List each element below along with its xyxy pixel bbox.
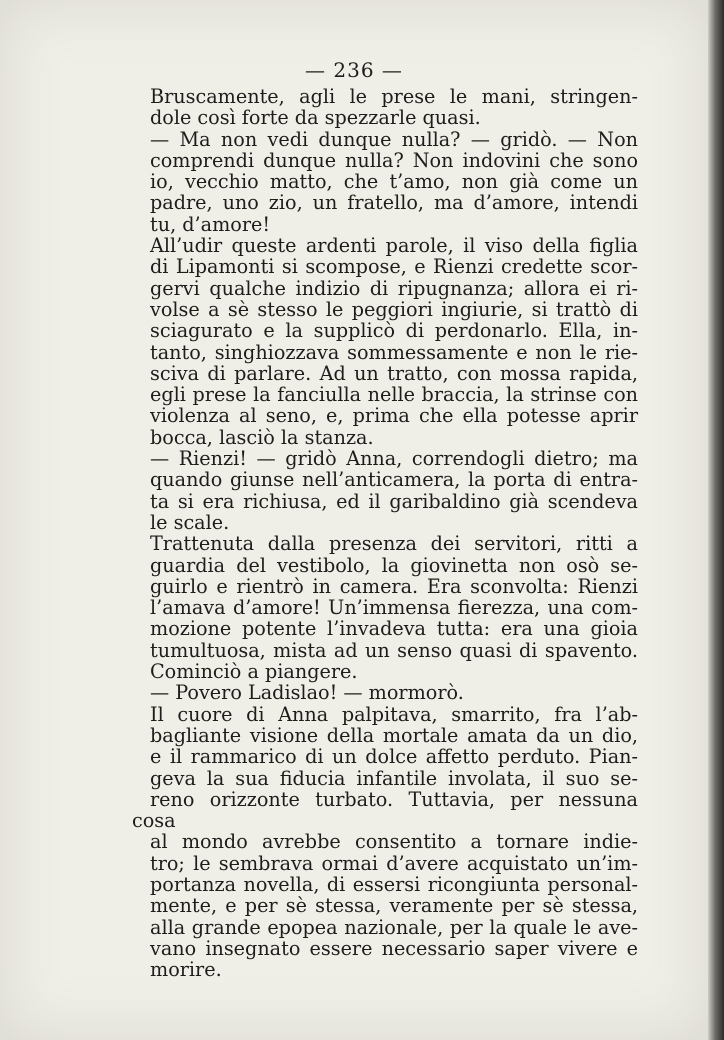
text-line: tanto, singhiozzava sommessamente e non le rie- bbox=[150, 340, 638, 364]
text-line: vano insegnato essere necessario saper vivere e bbox=[150, 936, 638, 960]
text-line: guardia del vestibolo, la giovinetta non osò se- bbox=[150, 553, 638, 577]
text-line: Bruscamente, agli le prese le mani, stringen- bbox=[150, 85, 638, 108]
text-line: dole così forte da spezzarle quasi. bbox=[150, 106, 481, 130]
text-line: — Rienzi! — gridò Anna, correndogli dietro; ma bbox=[150, 447, 638, 471]
text-line: quando giunse nell’anticamera, la porta di entra- bbox=[150, 468, 638, 492]
text-line: di Lipamonti si scompose, e Rienzi credette scor- bbox=[150, 255, 638, 279]
text-line: ta si era richiusa, ed il garibaldino già scendeva bbox=[150, 489, 638, 513]
text-line: sciagurato e la supplicò di perdonarlo. Ella, in- bbox=[150, 319, 638, 343]
text-line: alla grande epopea nazionale, per la quale le ave- bbox=[150, 915, 638, 939]
text-line: io, vecchio matto, che t’amo, non già come un bbox=[150, 170, 638, 194]
text-line: gervi qualche indizio di ripugnanza; allora ei ri- bbox=[150, 276, 638, 300]
text-line: All’udir queste ardenti parole, il viso della figlia bbox=[150, 234, 638, 258]
text-line: Trattenuta dalla presenza dei servitori, ritti a bbox=[150, 532, 638, 556]
text-line: tro; le sembrava ormai d’avere acquistato un’im- bbox=[150, 851, 638, 875]
book-spine-edge bbox=[708, 0, 724, 1040]
text-line: al mondo avrebbe consentito a tornare indie- bbox=[150, 830, 638, 854]
text-line: bocca, lasciò la stanza. bbox=[150, 425, 374, 449]
text-line: sciva di parlare. Ad un tratto, con mossa rapida, bbox=[150, 361, 638, 385]
text-line: tumultuosa, mista ad un senso quasi di spavento. bbox=[150, 638, 638, 662]
page-number: — 236 — bbox=[305, 58, 403, 82]
text-line: reno orizzonte turbato. Tuttavia, per nessuna cosa bbox=[132, 787, 638, 833]
text-line: Il cuore di Anna palpitava, smarrito, fra l’ab- bbox=[150, 702, 638, 726]
text-line: geva la sua fiducia infantile involata, il suo se- bbox=[150, 766, 638, 790]
text-line: comprendi dunque nulla? Non indovini che sono bbox=[150, 148, 638, 172]
text-line: bagliante visione della mortale amata da un dio, bbox=[150, 723, 638, 747]
text-line: — Ma non vedi dunque nulla? — gridò. — Non bbox=[150, 127, 638, 151]
text-line: volse a sè stesso le peggiori ingiurie, si trattò di bbox=[150, 297, 638, 321]
text-line: padre, uno zio, un fratello, ma d’amore, intendi bbox=[150, 191, 638, 215]
text-line: tu, d’amore! bbox=[150, 212, 271, 236]
text-line: morire. bbox=[150, 958, 222, 982]
text-line: portanza novella, di essersi ricongiunta personal- bbox=[150, 872, 638, 896]
text-line: egli prese la fanciulla nelle braccia, la strinse con bbox=[150, 383, 638, 407]
body-text bbox=[132, 86, 638, 980]
text-line: Cominciò a piangere. bbox=[150, 660, 358, 684]
text-line: mozione potente l’invadeva tutta: era una gioia bbox=[150, 617, 638, 641]
text-line: guirlo e rientrò in camera. Era sconvolta: Rienzi bbox=[150, 574, 638, 598]
text-line: le scale. bbox=[150, 510, 230, 534]
text-line: violenza al seno, e, prima che ella potesse aprir bbox=[150, 404, 638, 428]
text-line: — Povero Ladislao! — mormorò. bbox=[150, 681, 464, 705]
text-line: e il rammarico di un dolce affetto perduto. Pian- bbox=[150, 745, 638, 769]
text-line: l’amava d’amore! Un’immensa fierezza, una com- bbox=[150, 596, 638, 620]
text-line: mente, e per sè stessa, veramente per sè stessa, bbox=[150, 894, 638, 918]
